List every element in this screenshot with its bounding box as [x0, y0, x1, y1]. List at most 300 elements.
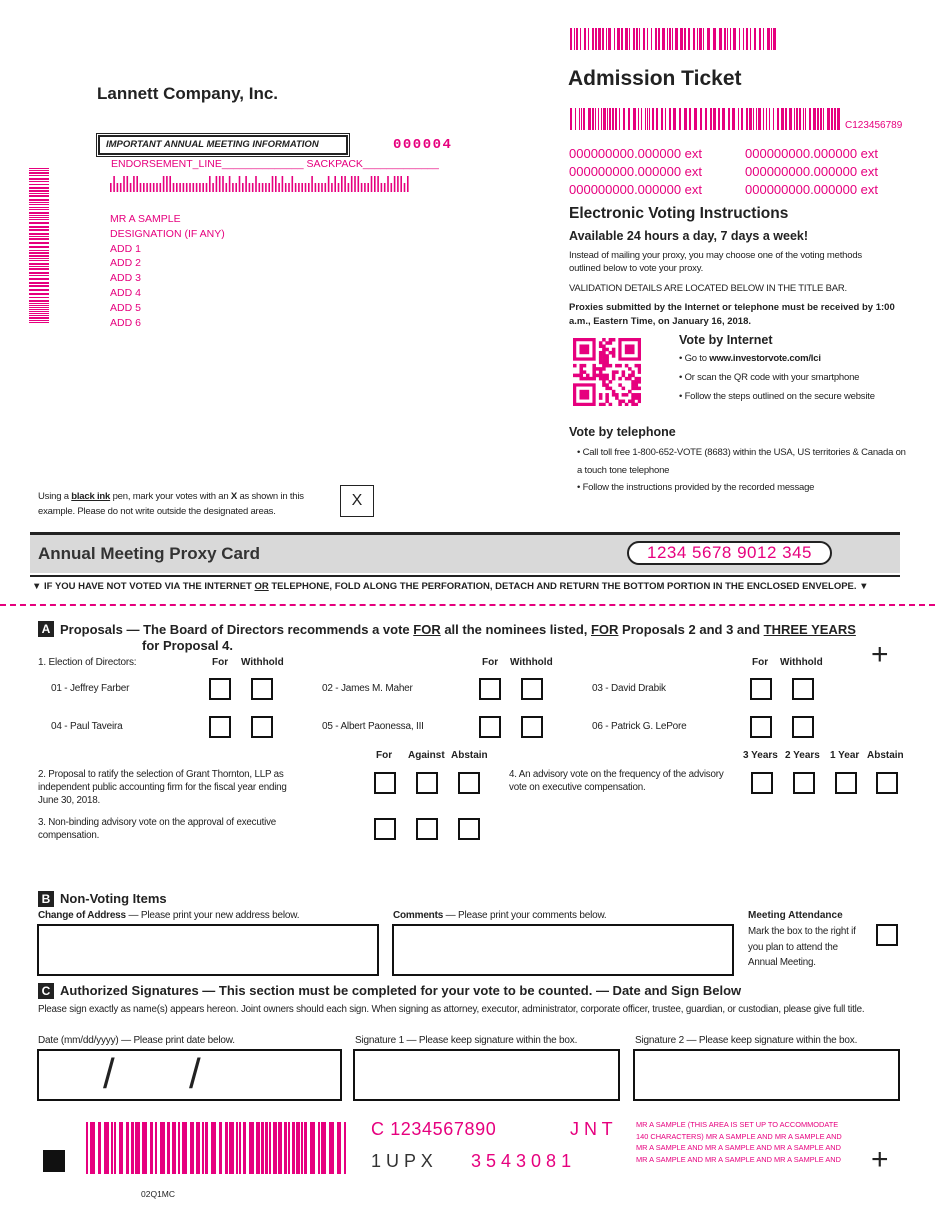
qr-module — [609, 338, 613, 342]
barcode-bar — [104, 1122, 109, 1174]
postal-bar — [202, 183, 204, 192]
barcode-bar — [647, 28, 648, 50]
barcode-bar — [707, 28, 710, 50]
qr-module — [638, 400, 641, 404]
qr-module — [631, 370, 635, 374]
col-withhold: Withhold — [241, 657, 284, 668]
barcode-bar — [649, 108, 650, 130]
barcode-bar — [167, 1122, 170, 1174]
voting-validation: VALIDATION DETAILS ARE LOCATED BELOW IN THE TITLE BAR. — [569, 283, 847, 294]
postal-bar — [381, 183, 383, 192]
barcode-bar — [29, 275, 49, 276]
nominee-label: 05 - Albert Paonessa, III — [322, 721, 424, 732]
proposal-3-against-checkbox[interactable] — [416, 818, 438, 840]
qr-module — [592, 370, 596, 374]
qr-module — [618, 383, 622, 387]
postal-bar — [364, 183, 366, 192]
barcode-bar — [29, 246, 49, 248]
qr-module — [635, 403, 639, 406]
footer-barcode — [86, 1122, 350, 1174]
change-address-input[interactable] — [37, 924, 379, 976]
proposal-2-for-checkbox[interactable] — [374, 772, 396, 794]
qr-module — [609, 403, 613, 406]
barcode-bar — [29, 170, 49, 171]
postal-bar — [235, 183, 237, 192]
col-withhold: Withhold — [510, 657, 553, 668]
qr-module — [605, 357, 609, 361]
qr-module — [618, 400, 622, 404]
qr-module — [638, 380, 641, 384]
voting-heading: Electronic Voting Instructions — [569, 205, 789, 222]
address-line: ADD 2 — [110, 257, 141, 270]
signature-1-label: Signature 1 — Please keep signature within the box. — [355, 1035, 578, 1046]
barcode-bar — [261, 1122, 264, 1174]
qr-module — [622, 393, 626, 397]
address-line: ADD 1 — [110, 242, 141, 255]
barcode-bar — [236, 1122, 238, 1174]
barcode-bar — [781, 108, 784, 130]
barcode-bar — [579, 108, 580, 130]
barcode-bar — [758, 108, 761, 130]
barcode-bar — [689, 108, 691, 130]
vote-for-checkbox[interactable] — [479, 716, 501, 738]
barcode-bar — [155, 1122, 157, 1174]
qr-module — [625, 403, 629, 406]
barcode-bar — [142, 1122, 147, 1174]
proposal-4-abstain-checkbox[interactable] — [876, 772, 898, 794]
barcode-bar — [301, 1122, 303, 1174]
ink-rest: as shown in this example. Please do not write outside the designated areas. — [38, 491, 304, 517]
qr-module — [599, 370, 603, 374]
proposal-2-text: 2. Proposal to ratify the selection of Grant Thornton, LLP as independent public accounting firm for the fiscal year ending June 30, 2018. — [38, 769, 287, 806]
barcode-bar — [719, 28, 722, 50]
barcode-bar — [773, 108, 774, 130]
barcode-bar — [753, 108, 754, 130]
qr-module — [592, 364, 596, 368]
barcode-bar — [131, 1122, 134, 1174]
postal-bar — [328, 176, 330, 192]
qr-module — [602, 357, 606, 361]
nominee-label: 06 - Patrick G. LePore — [592, 721, 687, 732]
nominee-label: 03 - David Drabik — [592, 683, 666, 694]
qr-module — [599, 357, 603, 361]
qr-module — [602, 351, 606, 355]
freq-option-label: 2 Years — [785, 750, 820, 761]
postal-bar — [193, 183, 195, 192]
qr-module — [622, 374, 626, 378]
postal-bar — [252, 183, 254, 192]
barcode-bar — [265, 1122, 268, 1174]
barcode-bar — [29, 187, 49, 189]
barcode-bar — [823, 108, 824, 130]
section-a-title-3: Proposals 2 and 3 and — [618, 622, 764, 637]
comments-input[interactable] — [392, 924, 734, 976]
proposal-2-abstain-checkbox[interactable] — [458, 772, 480, 794]
fold-text-1: IF YOU HAVE NOT VOTED VIA THE INTERNET — [44, 581, 255, 592]
qr-module — [602, 380, 606, 384]
qr-module — [638, 387, 641, 391]
section-b-title-text: Non-Voting Items — [60, 891, 167, 906]
barcode-bar — [29, 272, 49, 274]
qr-module — [596, 374, 600, 378]
barcode-bar — [126, 1122, 129, 1174]
ink-mid: pen, mark your votes with an — [110, 491, 231, 502]
qr-module — [615, 370, 619, 374]
postal-bar — [189, 183, 191, 192]
postal-bar — [292, 176, 294, 192]
barcode-bar — [756, 108, 757, 130]
barcode-bar — [344, 1122, 346, 1174]
section-c-title-text: Authorized Signatures — This section must be completed for your vote to be counted. — Date and Sign Below — [60, 983, 742, 998]
attendance-checkbox[interactable] — [876, 924, 898, 946]
barcode-bar — [595, 108, 596, 130]
postal-bar — [255, 176, 257, 192]
qr-module — [602, 383, 606, 387]
postal-bar — [136, 176, 138, 192]
barcode-bar — [256, 1122, 260, 1174]
barcode-bar — [809, 108, 811, 130]
barcode-bar — [694, 108, 697, 130]
barcode-bar — [284, 1122, 287, 1174]
qr-module — [609, 364, 613, 368]
vote-withhold-checkbox[interactable] — [521, 678, 543, 700]
barcode-bar — [29, 181, 49, 182]
endorsement-line: ENDORSEMENT_LINE______________ SACKPACK_____________ — [111, 158, 439, 170]
barcode-bar — [318, 1122, 320, 1174]
qr-module — [579, 364, 583, 368]
qr-module — [599, 403, 603, 406]
barcode-bar — [29, 193, 49, 194]
qr-module — [605, 400, 609, 404]
postal-bar — [262, 183, 264, 192]
qr-module — [628, 374, 632, 378]
barcode-bar — [29, 258, 49, 259]
internet-step: • Follow the steps outlined on the secure website — [679, 391, 875, 402]
barcode-bar — [29, 313, 49, 314]
postal-bar — [209, 176, 211, 192]
date-slash: / — [103, 1050, 115, 1097]
qr-module — [625, 377, 629, 381]
barcode-bar — [29, 242, 49, 244]
barcode-bar — [205, 1122, 208, 1174]
qr-module — [622, 400, 626, 404]
postal-bar — [179, 183, 181, 192]
postal-bar — [146, 183, 148, 192]
barcode-bar — [219, 1122, 222, 1174]
vote-withhold-checkbox[interactable] — [521, 716, 543, 738]
registration-square — [43, 1150, 65, 1172]
qr-module — [635, 364, 639, 368]
vote-for-checkbox[interactable] — [479, 678, 501, 700]
barcode-bar — [29, 322, 49, 323]
proposal-4-2years-checkbox[interactable] — [793, 772, 815, 794]
barcode-bar — [693, 28, 695, 50]
qr-module — [599, 341, 603, 345]
qr-module — [602, 364, 606, 368]
barcode-bar — [813, 108, 816, 130]
barcode-bar — [799, 108, 801, 130]
barcode-bar — [722, 108, 725, 130]
phone-heading: Vote by telephone — [569, 425, 676, 439]
barcode-bar — [831, 108, 833, 130]
barcode-bar — [601, 108, 602, 130]
qr-module — [576, 374, 580, 378]
barcode-bar — [211, 1122, 216, 1174]
qr-module — [583, 377, 587, 381]
barcode-bar — [249, 1122, 254, 1174]
qr-module — [612, 348, 616, 352]
qr-module — [638, 370, 641, 374]
footer-code-right: 3 5 4 3 0 8 1 — [471, 1151, 572, 1171]
footer-sample-text: MR A SAMPLE (THIS AREA IS SET UP TO ACCOMMODATE 140 CHARACTERS) MR A SAMPLE AND MR A SAMPLE AND MR A SAMPLE AND MR A SAMPLE AND MR A SAMPLE AND MR A SAMPLE AND MR A SAMPLE AND MR A SAMPLE AND — [636, 1120, 842, 1164]
qr-module — [605, 364, 609, 368]
qr-module — [622, 370, 626, 374]
col-for: For — [752, 657, 769, 668]
qr-module — [602, 361, 606, 365]
qr-finder-center — [579, 390, 589, 400]
barcode-bar — [673, 108, 676, 130]
qr-module — [609, 351, 613, 355]
barcode-bar — [576, 28, 578, 50]
comments-label-bold: Comments — [393, 910, 444, 921]
postal-bar — [183, 183, 185, 192]
col-against: Against — [408, 750, 445, 761]
postal-bar — [331, 183, 333, 192]
address-line: ADD 4 — [110, 286, 141, 299]
barcode-bar — [29, 293, 49, 295]
ink-prefix: Using a — [38, 491, 72, 502]
sequence-number: 000004 — [393, 137, 453, 153]
barcode-bar — [769, 108, 770, 130]
barcode-bar — [608, 28, 611, 50]
qr-module — [599, 367, 603, 371]
barcode-bar — [684, 28, 686, 50]
fold-arrow-left: ▼ — [32, 581, 42, 592]
qr-module — [638, 377, 641, 381]
qr-code-graphic — [573, 338, 641, 406]
barcode-bar — [728, 108, 730, 130]
qr-module — [635, 396, 639, 400]
fold-text-2: TELEPHONE, FOLD ALONG THE PERFORATION, DETACH AND RETURN THE BOTTOM PORTION IN THE ENCLOSED ENVELOPE. — [268, 581, 857, 592]
postal-bar — [130, 183, 132, 192]
barcode-bar — [643, 28, 645, 50]
qr-module — [573, 374, 577, 378]
barcode-bar — [135, 1122, 140, 1174]
vote-withhold-checkbox[interactable] — [251, 678, 273, 700]
example-mark-box — [340, 485, 374, 517]
postal-bar — [120, 183, 122, 192]
postal-bar — [275, 176, 277, 192]
postal-bar — [295, 183, 297, 192]
internet-url[interactable]: www.investorvote.com/lci — [709, 353, 821, 364]
barcode-bar — [119, 1122, 123, 1174]
qr-module — [602, 403, 606, 406]
postal-bar — [143, 183, 145, 192]
signature-2-input[interactable] — [633, 1049, 900, 1101]
date-input[interactable] — [37, 1049, 342, 1101]
postal-bar — [259, 183, 261, 192]
barcode-bar — [669, 108, 671, 130]
postal-bar — [140, 183, 142, 192]
qr-module — [602, 348, 606, 352]
barcode-bar — [641, 108, 642, 130]
barcode-bar — [584, 28, 586, 50]
barcode-bar — [789, 108, 792, 130]
change-address-label-bold: Change of Address — [38, 910, 126, 921]
vote-for-checkbox[interactable] — [209, 678, 231, 700]
barcode-bar — [713, 28, 716, 50]
qr-module — [622, 387, 626, 391]
proxy-card-title: Annual Meeting Proxy Card — [38, 544, 260, 563]
vote-for-checkbox[interactable] — [209, 716, 231, 738]
barcode-bar — [29, 195, 49, 197]
proposal-3-for-checkbox[interactable] — [374, 818, 396, 840]
postal-bar — [315, 183, 317, 192]
qr-module — [638, 393, 641, 397]
qr-module — [625, 364, 629, 368]
barcode-bar — [672, 28, 673, 50]
barcode-bar — [29, 209, 49, 210]
proposal-3-abstain-checkbox[interactable] — [458, 818, 480, 840]
internet-heading: Vote by Internet — [679, 333, 773, 347]
barcode-bar — [766, 108, 767, 130]
qr-module — [599, 374, 603, 378]
footer-control-number: C 1234567890 — [371, 1119, 497, 1139]
barcode-bar — [612, 108, 614, 130]
barcode-bar — [29, 252, 49, 254]
vote-withhold-checkbox[interactable] — [792, 716, 814, 738]
barcode-bar — [667, 28, 668, 50]
phone-step: • Call toll free 1-800-652-VOTE (8683) within the USA, US territories & Canada on a touch tone telephone — [577, 447, 906, 476]
perforation-line — [0, 604, 935, 606]
postal-bar — [239, 176, 241, 192]
voting-available: Available 24 hours a day, 7 days a week! — [569, 229, 809, 243]
postal-bar — [229, 176, 231, 192]
proposal-4-1year-checkbox[interactable] — [835, 772, 857, 794]
postal-bar — [371, 176, 373, 192]
postal-bar — [156, 183, 158, 192]
barcode-bar — [321, 1122, 326, 1174]
change-address-label-text: — Please print your new address below. — [125, 910, 300, 921]
fold-arrow-right: ▼ — [859, 581, 869, 592]
qr-module — [602, 377, 606, 381]
barcode-bar — [675, 28, 678, 50]
qr-module — [618, 403, 622, 406]
barcode-bar — [29, 309, 49, 310]
barcode-bar — [178, 1122, 180, 1174]
barcode-bar — [767, 28, 770, 50]
col-for: For — [482, 657, 499, 668]
barcode-bar — [665, 108, 666, 130]
qr-module — [631, 400, 635, 404]
vote-for-checkbox[interactable] — [750, 678, 772, 700]
barcode-bar — [724, 28, 726, 50]
qr-finder-center — [625, 344, 635, 354]
vote-for-checkbox[interactable] — [750, 716, 772, 738]
barcode-bar — [647, 108, 648, 130]
postal-bar — [163, 176, 165, 192]
barcode-bar — [651, 28, 652, 50]
postal-bar — [242, 183, 244, 192]
postal-bar — [298, 183, 300, 192]
postal-bar — [186, 183, 188, 192]
barcode-bar — [703, 28, 704, 50]
section-a-for-1: FOR — [413, 622, 441, 637]
postal-bar — [361, 183, 363, 192]
qr-module — [625, 393, 629, 397]
vote-withhold-checkbox[interactable] — [792, 678, 814, 700]
barcode-bar — [29, 236, 49, 237]
postal-bar — [127, 176, 129, 192]
qr-module — [605, 393, 609, 397]
barcode-bar — [699, 28, 702, 50]
postal-bar — [265, 183, 267, 192]
signature-1-input[interactable] — [353, 1049, 620, 1101]
qr-module — [612, 338, 616, 342]
voting-deadline: Proxies submitted by the Internet or telephone must be received by 1:00 a.m., Eastern Time, on January 16, 2018. — [569, 302, 895, 327]
barcode-bar — [29, 168, 49, 169]
qr-module — [631, 387, 635, 391]
qr-module — [612, 374, 616, 378]
barcode-bar — [90, 1122, 95, 1174]
barcode-bar — [570, 28, 572, 50]
qr-module — [631, 403, 635, 406]
ext-value: 000000000.000000 ext — [569, 164, 703, 179]
section-a-title-2: all the nominees listed, — [440, 622, 591, 637]
qr-module — [631, 393, 635, 397]
barcode-bar — [837, 108, 840, 130]
ink-x: X — [230, 491, 237, 502]
change-address-label — [38, 910, 299, 921]
section-a-title-1: Proposals — The Board of Directors recommends a vote — [60, 622, 414, 637]
postal-bar — [169, 176, 171, 192]
proposal-2-against-checkbox[interactable] — [416, 772, 438, 794]
qr-module — [583, 364, 587, 368]
barcode-bar — [329, 1122, 334, 1174]
vote-withhold-checkbox[interactable] — [251, 716, 273, 738]
section-a-three-years: THREE YEARS — [763, 622, 856, 637]
postal-bar — [173, 183, 175, 192]
validation-number — [627, 541, 832, 565]
ticket-control-code: C123456789 — [845, 120, 903, 131]
barcode-bar — [29, 317, 49, 319]
qr-module — [615, 396, 619, 400]
ink-instructions — [38, 489, 328, 519]
section-c-title — [38, 983, 741, 999]
postal-bar — [133, 176, 135, 192]
barcode-bar — [679, 108, 681, 130]
barcode-bar — [739, 28, 740, 50]
proposal-4-3years-checkbox[interactable] — [751, 772, 773, 794]
qr-module — [638, 396, 641, 400]
barcode-bar — [771, 28, 772, 50]
example-mark: X — [351, 492, 363, 509]
qr-module — [612, 370, 616, 374]
barcode-bar — [645, 108, 646, 130]
qr-module — [638, 364, 641, 368]
barcode-bar — [29, 320, 49, 321]
postal-bar — [377, 176, 379, 192]
col-for: For — [212, 657, 229, 668]
barcode-bar — [29, 184, 49, 185]
qr-module — [579, 377, 583, 381]
barcode-bar — [29, 260, 49, 261]
ext-value: 000000000.000000 ext — [745, 146, 879, 161]
qr-module — [609, 380, 613, 384]
barcode-bar — [172, 1122, 176, 1174]
postal-bar — [245, 176, 247, 192]
footer-barcode-graphic — [86, 1122, 350, 1174]
